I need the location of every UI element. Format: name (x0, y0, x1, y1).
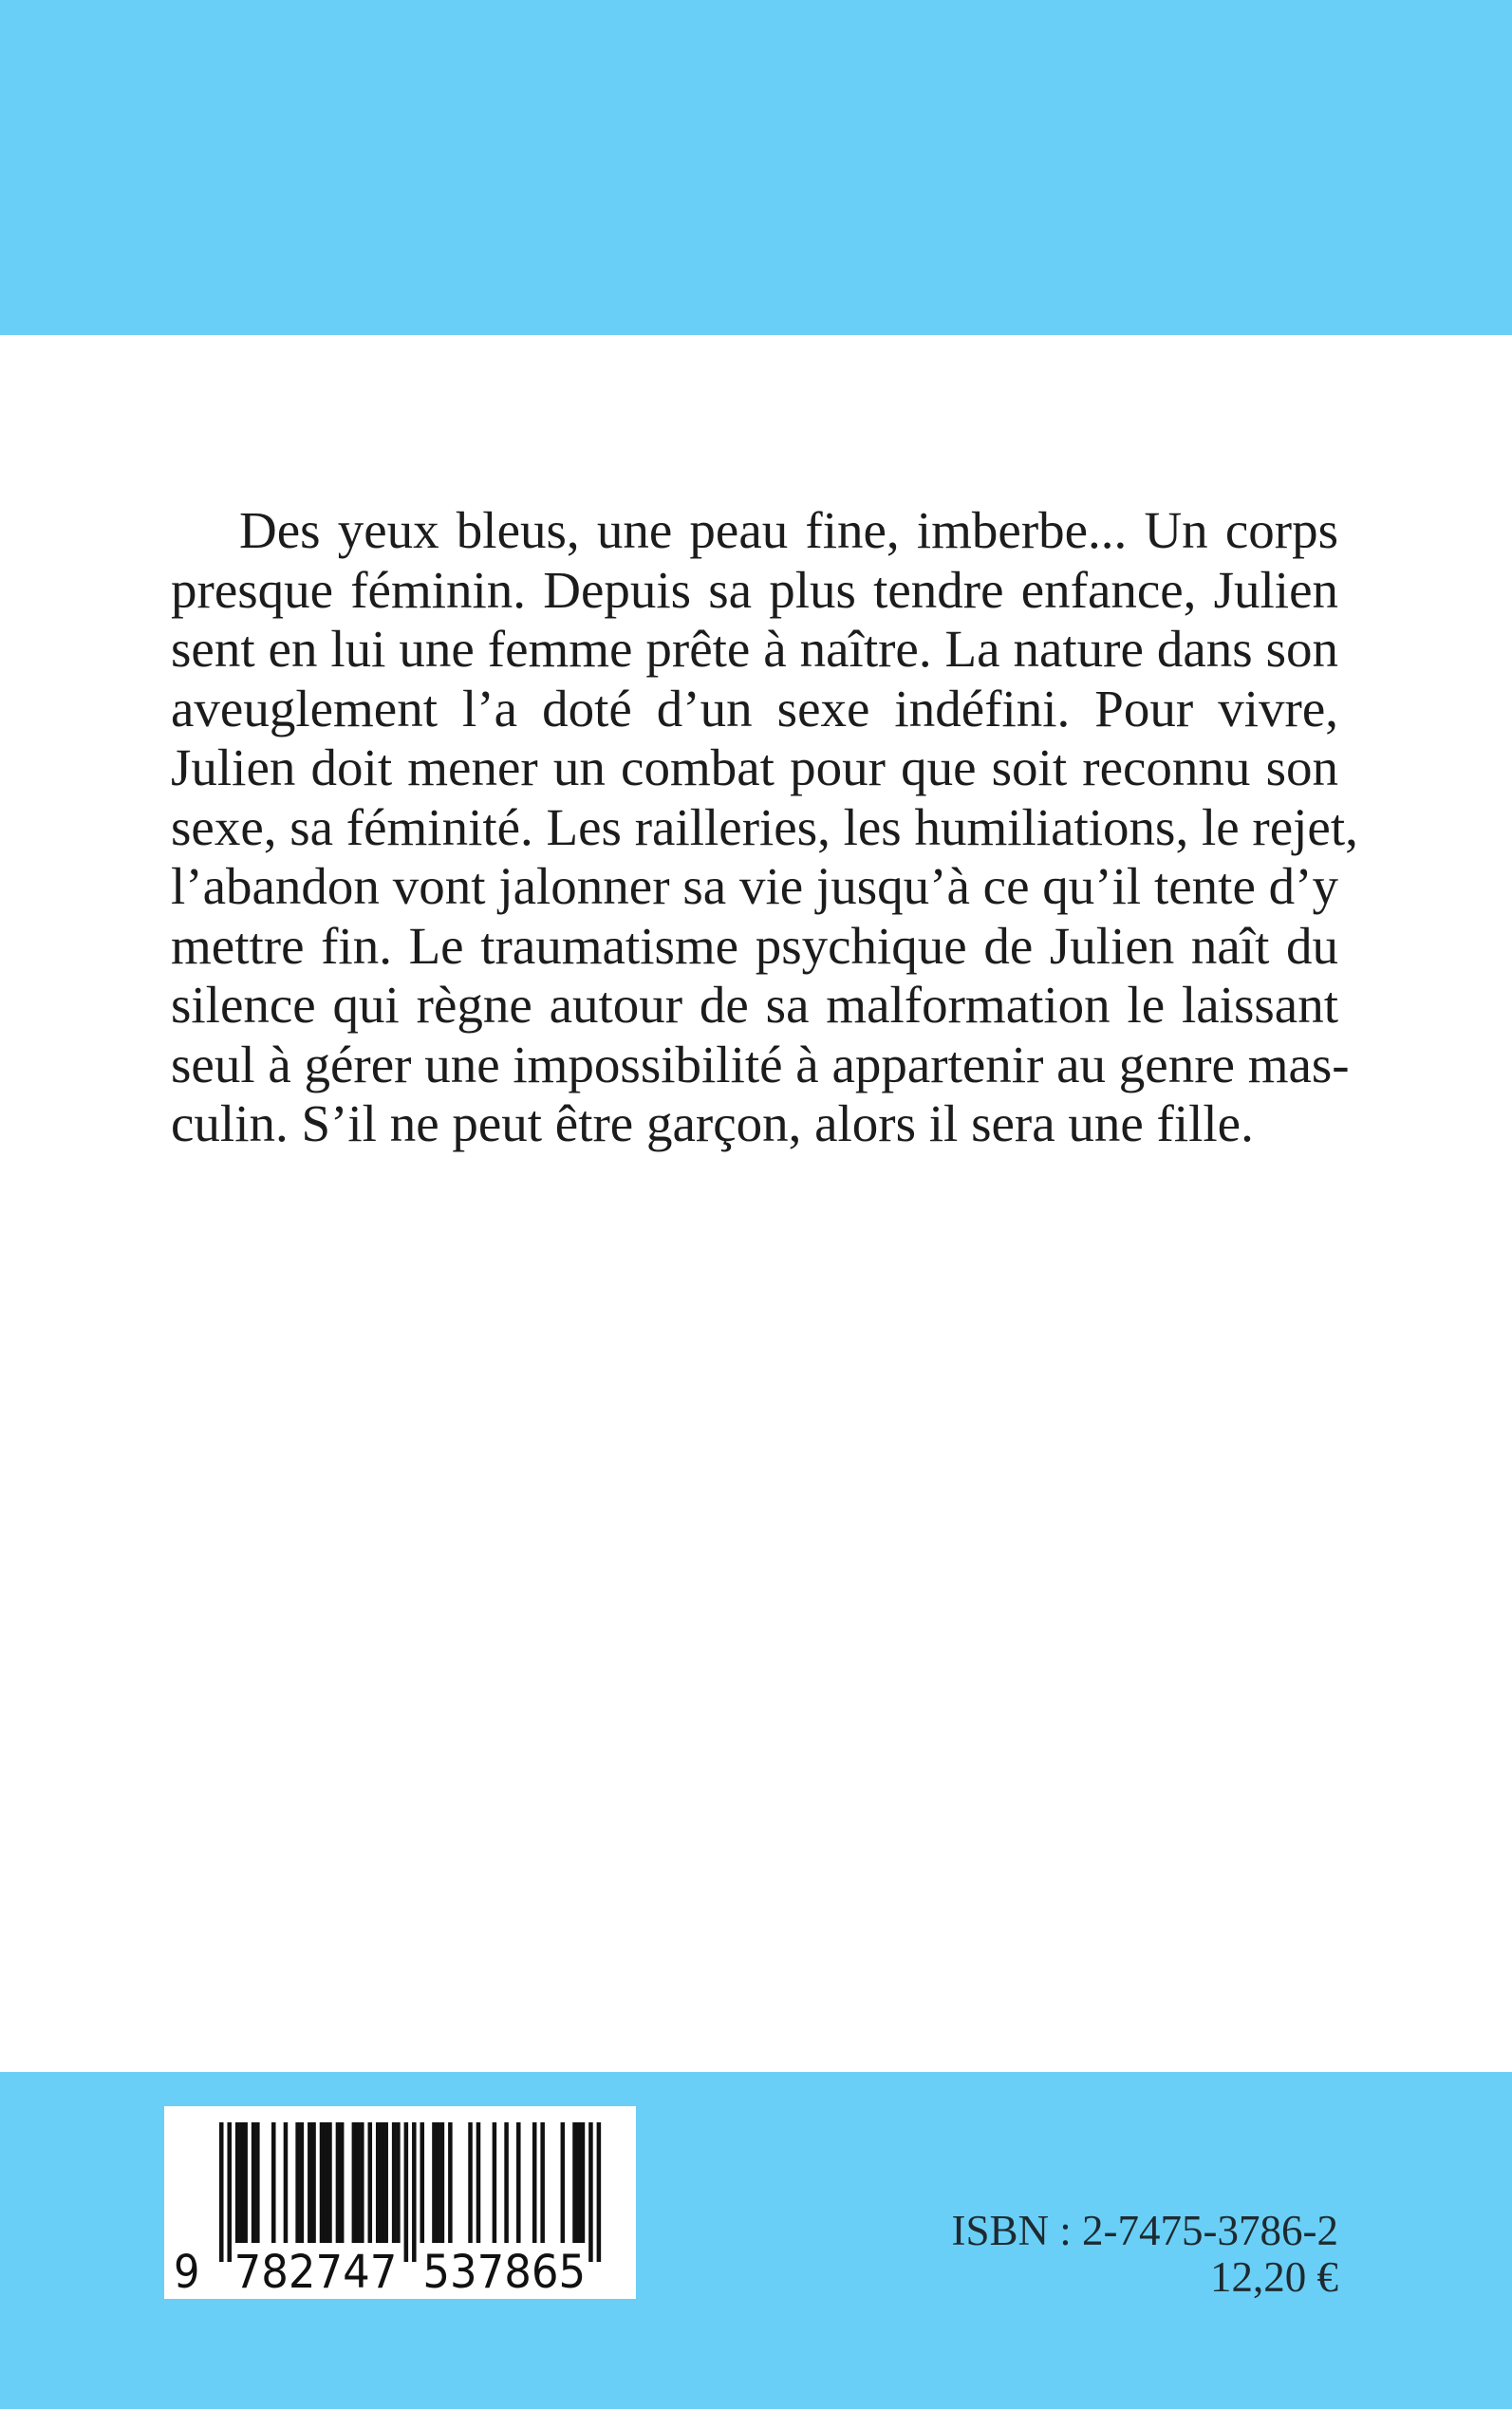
blurb-line: presque féminin. Depuis sa plus tendre enfance, Julien (171, 561, 1338, 619)
top-color-band (0, 0, 1512, 335)
blurb-line: culin. S’il ne peut être garçon, alors il sera une fille. (171, 1094, 1254, 1152)
blurb-line: sexe, sa féminité. Les railleries, les humiliations, le rejet, (171, 798, 1358, 856)
blurb-line: silence qui règne autour de sa malformation le laissant (171, 976, 1338, 1034)
blurb-line: aveuglement l’a doté d’un sexe indéfini. Pour vivre, (171, 680, 1338, 738)
price: 12,20 € (1210, 2253, 1338, 2301)
barcode (164, 2106, 636, 2299)
blurb-line: mettre fin. Le traumatisme psychique de Julien naît du (171, 917, 1338, 975)
svg-text:537865: 537865 (422, 2246, 587, 2299)
isbn-price-block (952, 2208, 1338, 2301)
svg-text:9: 9 (174, 2246, 200, 2299)
blurb-line: Des yeux bleus, une peau fine, imberbe... Un corps (239, 501, 1338, 559)
barcode-bars-icon (164, 2106, 636, 2299)
blurb-line: sent en lui une femme prête à naître. La nature dans son (171, 620, 1338, 678)
blurb-line: Julien doit mener un combat pour que soit reconnu son (171, 738, 1338, 796)
blurb-line: l’abandon vont jalonner sa vie jusqu’à ce qu’il tente d’y (171, 857, 1338, 915)
isbn-number: ISBN : 2-7475-3786-2 (951, 2207, 1338, 2254)
svg-text:782747: 782747 (233, 2246, 398, 2299)
blurb-line: seul à gérer une impossibilité à appartenir au genre mas- (171, 1036, 1350, 1093)
